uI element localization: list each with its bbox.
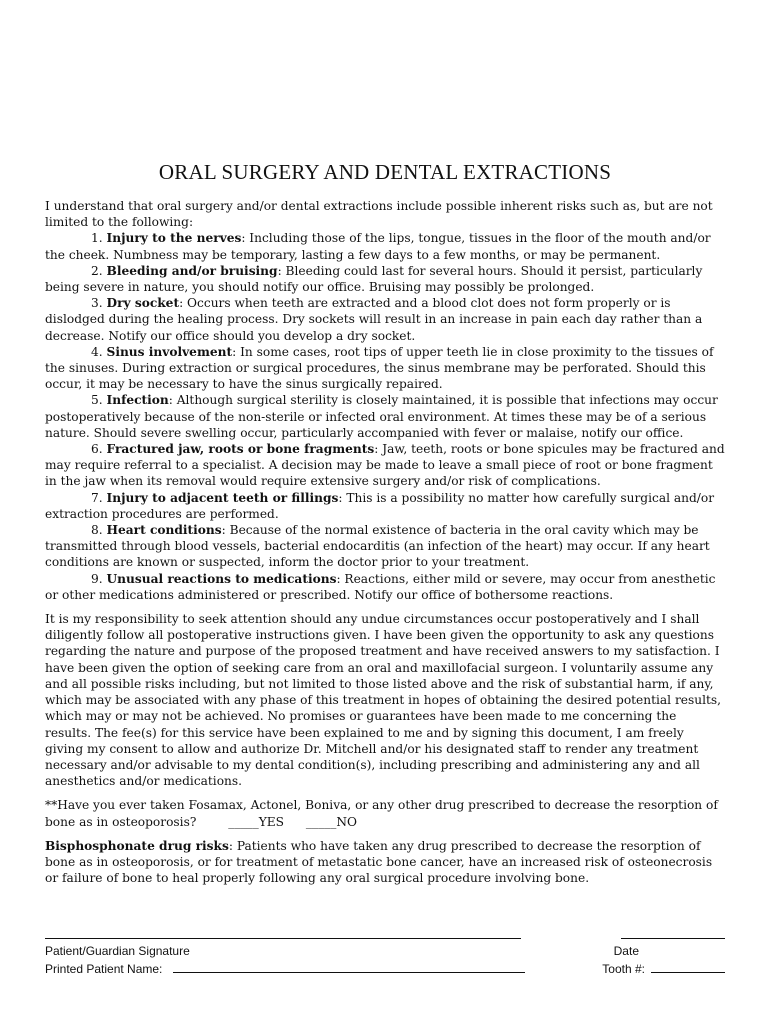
risk-item-text: : Jaw, teeth, roots or bone spicules may be fractured and may require referral to a specialist. A decision may be made to leave a small piece of root or bone fragment in the jaw when its removal would require extensive surgery and/or risk of complications. [45,442,725,489]
risk-item-text: : In some cases, root tips of upper teeth lie in close proximity to the tissues of the sinuses. During extraction or surgical procedures, the sinus membrane may be perforated. Should this occur, it may be necessary to have the sinus surgically repaired. [45,344,714,392]
risk-item-heading: Sinus involvement [106,344,233,359]
risk-item-number: 7. [91,490,103,505]
risk-item-text: : This is a possibility no matter how carefully surgical and/or extraction procedures are performed. [45,490,715,521]
tooth-label: Tooth #: [602,962,645,976]
bisphosphonate-heading: Bisphosphonate drug risks [45,838,229,853]
fosamax-question [45,797,725,829]
bisphosphonate-paragraph [45,838,725,887]
risk-item-number: 3. [91,296,103,311]
risk-item [45,392,725,441]
form-body [45,198,725,886]
bisphosphonate-text: : Patients who have taken any drug prescribed to decrease the resorption of bone as in osteoporosis, or for treatment of metastatic bone cancer, have an increased risk of osteonecrosis or failure of bone to heal properly following any oral surgical procedure involving bone. [45,838,713,886]
tooth-line[interactable] [651,962,725,973]
risk-item [45,441,725,490]
no-option[interactable]: _____NO [305,814,358,829]
responsibility-paragraph: It is my responsibility to seek attention should any undue circumstances occur postoperatively and I shall diligently follow all postoperative instructions given. I have been given the opportunity to ask any questions regarding the nature and purpose of the proposed treatment and have received answers to my satisfaction. I have been given the option of seeking care from an oral and maxillofacial surgeon. I voluntarily assume any and all possible risks including, but not limited to those listed above and the risk of substantial harm, if any, which may be associated with any phase of this treatment in hopes of obtaining the desired potential results, which may or may not be achieved. No promises or guarantees have been made to me concerning the results. The fee(s) for this service have been explained to me and by signing this document, I am freely giving my consent to allow and authorize Dr. Mitchell and/or his designated staff to render any treatment necessary and/or advisable to my dental condition(s), including prescribing and administering any and all anesthetics and/or medications. [45,612,722,789]
risk-item-number: 8. [91,523,103,538]
risk-item [45,522,725,571]
risk-item-text: : Reactions, either mild or severe, may occur from anesthetic or other medications administered or prescribed. Notify our office of bothersome reactions. [45,571,716,602]
risk-item-heading: Heart conditions [106,523,222,538]
risk-item-heading: Infection [106,393,169,408]
risk-item-heading: Unusual reactions to medications [106,571,337,586]
risk-item [45,230,725,262]
risk-item-text: : Occurs when teeth are extracted and a blood clot does not form properly or is dislodged during the healing process. Dry sockets will result in an increase in pain each day rather than a decrease. Notify our office should you develop a dry socket. [45,296,703,343]
risk-item-heading: Bleeding and/or bruising [106,263,278,278]
risk-item-heading: Dry socket [106,296,180,311]
intro-paragraph: I understand that oral surgery and/or dental extractions include possible inherent risks such as, but are not limited to the following: [45,199,713,230]
risk-item [45,344,725,393]
risk-item-heading: Fractured jaw, roots or bone fragments [106,442,375,457]
risk-item-number: 5. [91,393,103,408]
page-title: ORAL SURGERY AND DENTAL EXTRACTIONS [158,160,612,184]
risk-item-number: 9. [91,571,103,586]
date-label: Date [613,944,639,958]
risk-item [45,263,725,295]
risk-item-number: 2. [91,263,103,278]
printed-name-label: Printed Patient Name: [45,962,163,976]
printed-name-line[interactable] [173,962,525,973]
risk-item-text: : Because of the normal existence of bacteria in the oral cavity which may be transmitted through blood vessels, bacterial endocarditis (an infection of the heart) may occur. If any heart conditions are known or suspected, inform the doctor prior to your treatment. [45,523,710,570]
risk-item-number: 6. [91,442,103,457]
risk-item-text: : Including those of the lips, tongue, tissues in the floor of the mouth and/or the cheek. Numbness may be temporary, lasting a few days to a few months, or may be permanent. [45,231,711,262]
patient-signature-line[interactable] [45,928,521,939]
risk-item-text: : Although surgical sterility is closely maintained, it is possible that infections may occur postoperatively because of the non-sterile or infected oral environment. At times these may be of a serious nature. Should severe swelling occur, particularly accompanied with fever or malaise, notify our office. [45,393,718,440]
risk-item [45,490,725,522]
risk-item [45,571,725,603]
risk-list [45,230,725,603]
risk-item-number: 4. [91,344,103,359]
risk-item [45,295,725,344]
risk-item-heading: Injury to adjacent teeth or fillings [106,490,339,505]
patient-signature-label: Patient/Guardian Signature [45,944,190,958]
risk-item-number: 1. [91,231,103,246]
date-line[interactable] [621,928,725,939]
question-text: **Have you ever taken Fosamax, Actonel, Boniva, or any other drug prescribed to decrease the resorption of bone as in osteoporosis? [45,798,718,829]
risk-item-text: : Bleeding could last for several hours. Should it persist, particularly being severe in nature, you should notify our office. Bruising may possibly be prolonged. [45,263,703,295]
risk-item-heading: Injury to the nerves [106,231,242,246]
yes-option[interactable]: _____YES [228,814,285,829]
